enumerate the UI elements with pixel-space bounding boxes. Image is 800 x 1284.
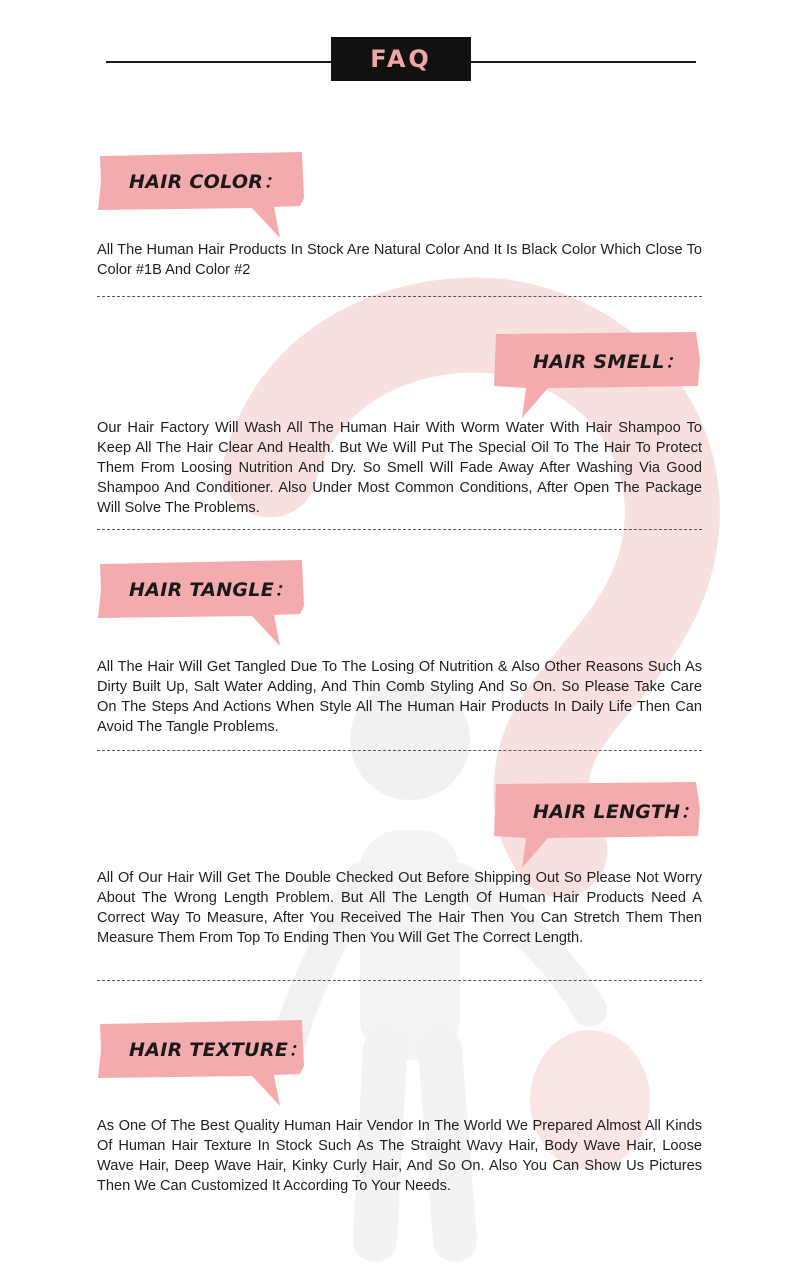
- faq-title: FAQ: [331, 37, 471, 81]
- section-divider: [97, 980, 702, 981]
- section-divider: [97, 296, 702, 297]
- question-tag-hair-smell: [492, 330, 702, 420]
- answer-text-hair-color: All The Human Hair Products In Stock Are Natural Color And It Is Black Color Which Close To Color #1B And Color #2: [97, 242, 702, 278]
- question-label: HAIR LENGTH：: [533, 801, 700, 823]
- question-label: HAIR COLOR：: [129, 171, 283, 193]
- section-divider: [97, 529, 702, 530]
- question-label: HAIR TANGLE：: [129, 579, 294, 601]
- question-tag-hair-length: [492, 780, 702, 870]
- question-tag-hair-texture: [96, 1018, 306, 1108]
- answer-text-hair-tangle: All The Hair Will Get Tangled Due To The Losing Of Nutrition & Also Other Reasons Such As Dirty Built Up, Salt Water Adding, And Thin Comb Styling And So On. So Please Take Care On The Steps And Actions When Style All The Human Hair Products In Daily Life Then Can Avoid The Tangle Problems.: [97, 659, 702, 735]
- question-label: HAIR TEXTURE：: [129, 1039, 308, 1061]
- answer-text-hair-length: All Of Our Hair Will Get The Double Checked Out Before Shipping Out So Please Not Worry About The Wrong Length Problem. But All The Length Of Human Hair Products Need A Correct Way To Measure, After You Received The Hair Then You Can Stretch Them Then Measure Them From Top To Ending Then You Will Get The Correct Length.: [97, 870, 702, 946]
- header-line-right: [471, 61, 696, 63]
- section-divider: [97, 750, 702, 751]
- question-tag-hair-tangle: [96, 558, 306, 648]
- question-tag-hair-color: [96, 150, 306, 240]
- answer-text-hair-texture: As One Of The Best Quality Human Hair Vendor In The World We Prepared Almost All Kinds Of Human Hair Texture In Stock Such As The Straight Wavy Hair, Body Wave Hair, Loose Wave Hair, Deep Wave Hair, Kinky Curly Hair, And So On. Also You Can Show Us Pictures Then We Can Customized It According To Your Needs.: [97, 1118, 702, 1194]
- question-label: HAIR SMELL：: [533, 351, 685, 373]
- header-line-left: [106, 61, 331, 63]
- answer-text-hair-smell: Our Hair Factory Will Wash All The Human Hair With Worm Water With Hair Shampoo To Keep All The Hair Clear And Health. But We Will Put The Special Oil To The Hair To Protect Them From Loosing Nutrition And Dry. So Smell Will Fade Away After Washing Via Good Shampoo And Conditioner. Also Under Most Common Conditions, After Open The Package Will Solve The Problems.: [97, 420, 702, 516]
